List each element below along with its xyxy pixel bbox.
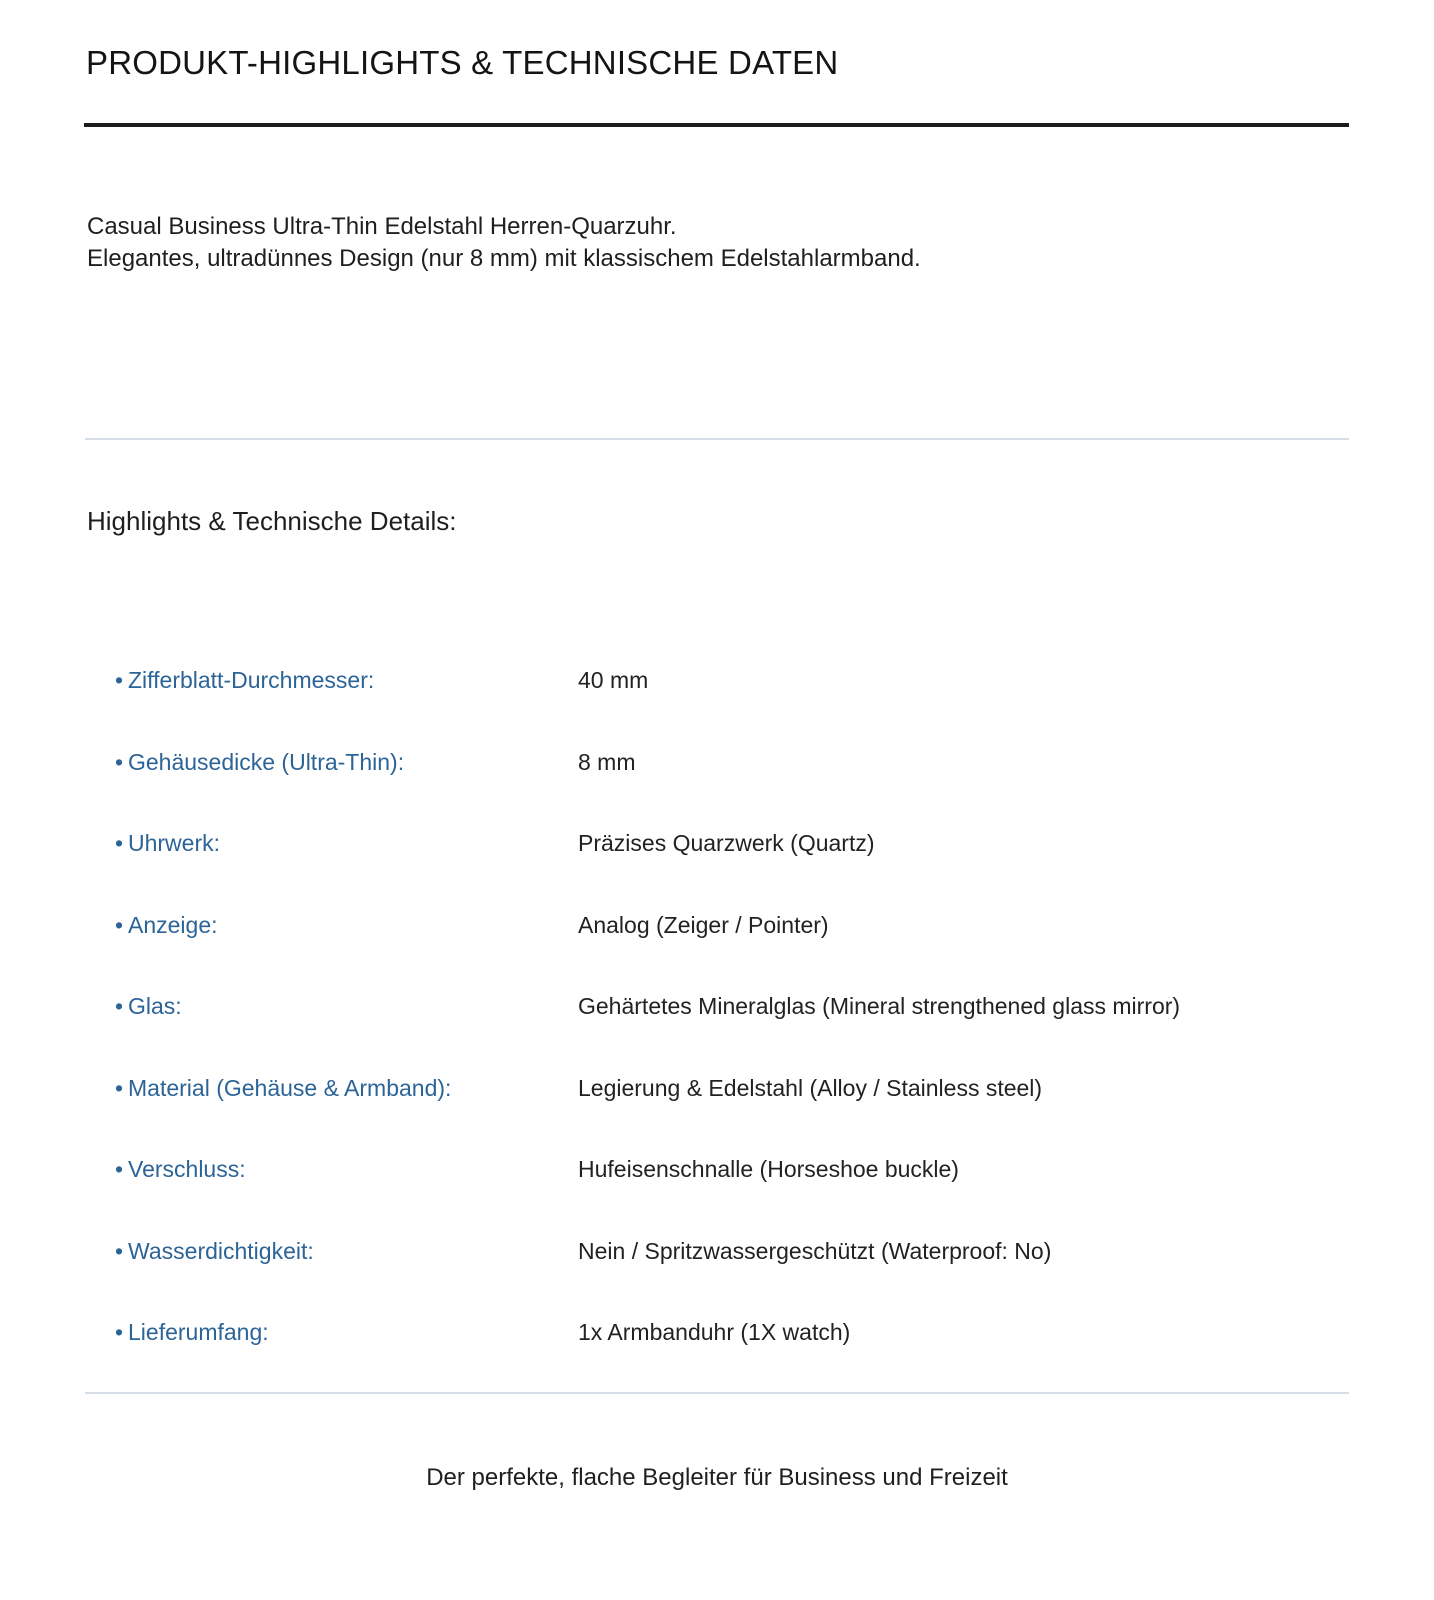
page-title: PRODUKT-HIGHLIGHTS & TECHNISCHE DATEN (86, 44, 839, 81)
spec-label: • Glas: (115, 990, 182, 1022)
intro-text (87, 211, 921, 275)
spec-value: 40 mm (578, 667, 649, 693)
spec-label: • Material (Gehäuse & Armband): (115, 1072, 451, 1104)
spec-row-dial-diameter (115, 664, 1335, 746)
spec-row-case-thickness (115, 746, 1335, 828)
spec-row-water-resistance (115, 1235, 1335, 1317)
spec-value: Gehärtetes Mineralglas (Mineral strengthened glass mirror) (578, 993, 1181, 1019)
spec-value: Präzises Quarzwerk (Quartz) (578, 830, 875, 856)
section-divider-bottom (85, 1392, 1349, 1394)
bullet-icon: • (115, 1319, 124, 1345)
title-underline (84, 123, 1349, 127)
spec-label: • Gehäusedicke (Ultra-Thin): (115, 746, 404, 778)
spec-label: • Zifferblatt-Durchmesser: (115, 664, 374, 696)
spec-row-clasp (115, 1153, 1335, 1235)
bullet-icon: • (115, 667, 124, 693)
bullet-icon: • (115, 748, 124, 775)
bullet-icon: • (115, 1074, 124, 1101)
bullet-icon: • (115, 911, 124, 938)
intro-line-1: Casual Business Ultra-Thin Edelstahl Herren-Quarzuhr. (87, 213, 677, 240)
footer-tagline: Der perfekte, flache Begleiter für Business und Freizeit (426, 1464, 1008, 1491)
bullet-icon: • (115, 1237, 124, 1264)
spec-label: • Anzeige: (115, 909, 218, 941)
bullet-icon: • (115, 993, 124, 1019)
spec-value: Hufeisenschnalle (Horseshoe buckle) (578, 1156, 959, 1182)
bullet-icon: • (115, 830, 124, 856)
spec-label: • Wasserdichtigkeit: (115, 1235, 314, 1267)
spec-label: • Verschluss: (115, 1153, 246, 1185)
spec-value: 1x Armbanduhr (1X watch) (578, 1319, 851, 1345)
section-divider-top (85, 438, 1349, 440)
intro-line-2: Elegantes, ultradünnes Design (nur 8 mm) mit klassischem Edelstahlarmband. (87, 245, 921, 272)
spec-label: • Lieferumfang: (115, 1316, 269, 1348)
spec-row-package-contents (115, 1316, 1335, 1398)
spec-label: • Uhrwerk: (115, 827, 220, 859)
spec-value: Nein / Spritzwassergeschützt (Waterproof: No) (578, 1237, 1052, 1264)
spec-value: Legierung & Edelstahl (Alloy / Stainless steel) (578, 1074, 1043, 1101)
spec-list (115, 664, 1335, 1398)
spec-row-movement (115, 827, 1335, 909)
spec-value: Analog (Zeiger / Pointer) (578, 911, 829, 938)
spec-row-display (115, 909, 1335, 991)
spec-row-material (115, 1072, 1335, 1154)
specs-heading: Highlights & Technische Details: (87, 506, 457, 536)
spec-value: 8 mm (578, 748, 636, 775)
spec-row-glass (115, 990, 1335, 1072)
bullet-icon: • (115, 1156, 124, 1182)
